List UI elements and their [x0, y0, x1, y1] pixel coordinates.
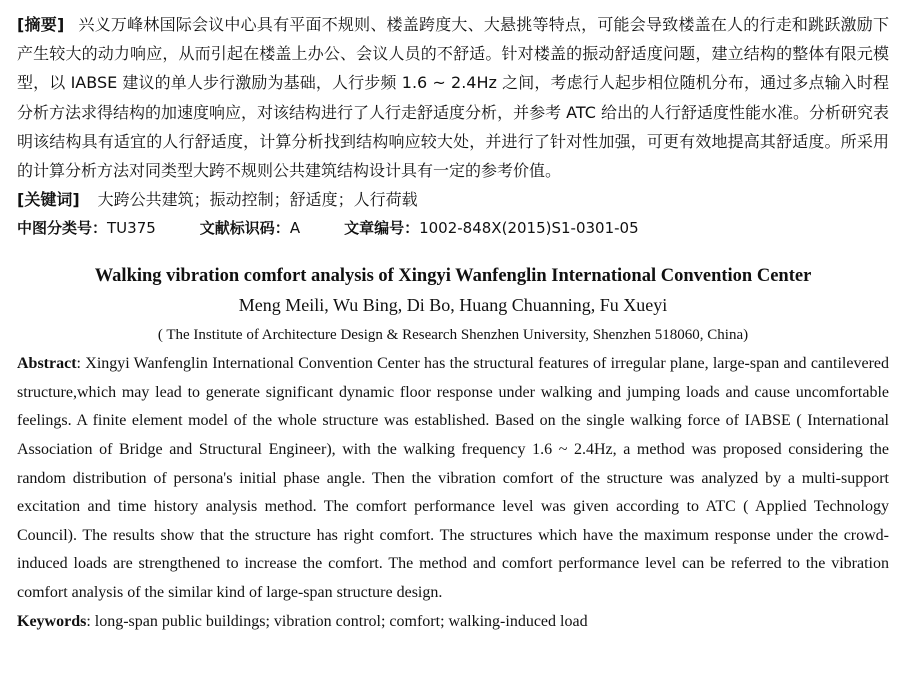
english-abstract-separator: :: [76, 355, 86, 373]
chinese-abstract-label: [摘要]: [17, 15, 65, 34]
classification-line: [17, 214, 889, 243]
english-abstract-label: Abstract: [17, 355, 77, 373]
chinese-keywords-label: [关键词]: [17, 190, 80, 210]
document-code-value: A: [289, 219, 301, 238]
chinese-abstract: [17, 10, 889, 185]
english-keywords-separator: :: [86, 612, 95, 630]
clc-label: 中图分类号：: [17, 219, 108, 238]
english-title: Walking vibration comfort analysis of Xingyi Wanfenglin International Convention Center: [94, 266, 812, 287]
chinese-keywords: [17, 185, 889, 214]
chinese-abstract-text: 兴义万峰林国际会议中心具有平面不规则、楼盖跨度大、大悬挑等特点，可能会导致楼盖在人的行走和跳跃激励下产生较大的动力响应，从而引起在楼盖上办公、会议人员的不舒适。针对楼盖的振动舒适度问题，建立结构的整体有限元模型，以 IABSE 建议的单人步行激励为基础，人行步频 1.6 ~ 2.4Hz 之间，考虑行人起步相位随机分布，通过多点输入时程分析方法求得结构的加速度响应，对该结构进行了人行走舒适度分析，并参考 ATC 给出的人行舒适度性能水准。分析研究表明该结构具有适宜的人行舒适度，计算分析找到结构响应较大处，并进行了针对性加强，可更有效地提高其舒适度。所采用的计算分析方法对同类型大跨不规则公共建筑结构设计具有一定的参考价值。: [17, 15, 889, 181]
english-authors: Meng Meili, Wu Bing, Di Bo, Huang Chuanning, Fu Xueyi: [238, 295, 668, 316]
article-number-label: 文章编号：: [344, 219, 420, 238]
document-code-label: 文献标识码：: [199, 219, 290, 238]
article-number-value: 1002-848X(2015)S1-0301-05: [419, 219, 639, 238]
english-keywords-label: Keywords: [17, 612, 87, 630]
english-abstract-text: Xingyi Wanfenglin International Convention Center has the structural features of irregular plane, large-span and cantilevered structure,which may lead to generate significant dynamic floor response under walking and jumping loads and cause uncomfortable feelings. A finite element model of the whole structure was established. Based on the single walking force of IABSE ( International Association of Bridge and Structural Engineer), with the walking frequency 1.6 ~ 2.4Hz, a method was proposed considering the random distribution of persona's initial phase angle. Then the vibration comfort of the structure was analyzed by a multi-support excitation and time history analysis method. The comfort performance level was given according to ATC ( Applied Technology Council). The results show that the structure has right comfort. The structures which have the maximum response under the crowd-induced loads are strengthened to increase the comfort. The method and comfort performance level can be referred to the vibration comfort analysis of the similar kind of large-span structure design.: [17, 355, 889, 601]
english-keywords: [17, 608, 889, 636]
paper-abstract-page: [17, 10, 889, 636]
english-affiliation: ( The Institute of Architecture Design & Research Shenzhen University, Shenzhen 518060, China): [157, 327, 749, 344]
english-keywords-text: long-span public buildings; vibration control; comfort; walking-induced load: [94, 612, 588, 630]
clc-value: TU375: [107, 219, 156, 238]
english-abstract: [17, 350, 889, 607]
chinese-keywords-text: 大跨公共建筑；振动控制；舒适度；人行荷载: [97, 190, 418, 210]
